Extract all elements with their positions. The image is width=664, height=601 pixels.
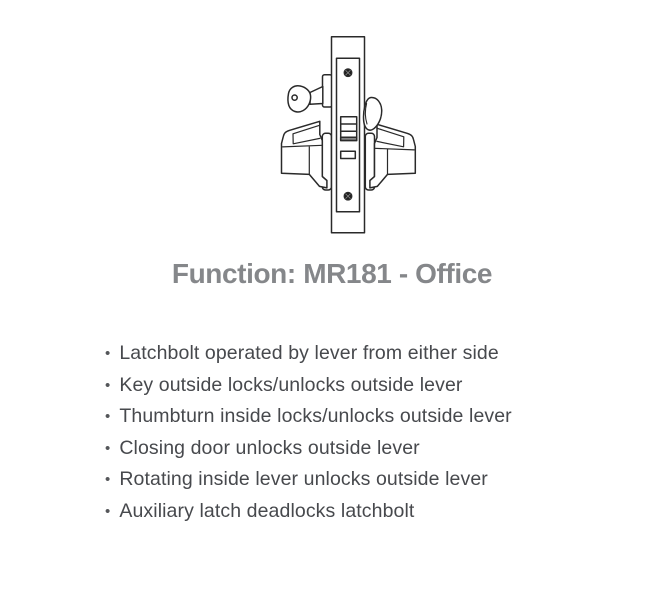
bullet-icon: •: [105, 439, 111, 457]
inside-lever-icon: [370, 124, 415, 188]
feature-item: [105, 433, 512, 465]
page-title: Function: MR181 - Office: [171, 258, 493, 289]
feature-text: Rotating inside lever unlocks outside lever: [119, 468, 488, 491]
feature-item: [105, 401, 512, 433]
auxiliary-latch-icon: [341, 151, 356, 158]
feature-item: [105, 338, 512, 370]
screw-icon: [344, 193, 351, 200]
key-icon: [288, 86, 323, 112]
feature-list: [105, 338, 512, 528]
bullet-icon: •: [105, 471, 111, 489]
feature-text: Closing door unlocks outside lever: [119, 436, 420, 459]
feature-text: Key outside locks/unlocks outside lever: [119, 373, 463, 396]
feature-text: Auxiliary latch deadlocks latchbolt: [119, 499, 415, 522]
latchbolt-icon: [341, 117, 357, 141]
bullet-icon: •: [105, 376, 111, 394]
bullet-icon: •: [105, 502, 111, 520]
bullet-icon: •: [105, 408, 111, 426]
feature-text: Thumbturn inside locks/unlocks outside lever: [119, 405, 512, 428]
key-cylinder-icon: [323, 75, 333, 107]
outside-lever-icon: [282, 121, 327, 188]
screw-icon: [344, 69, 351, 76]
bullet-icon: •: [105, 345, 111, 362]
feature-item: [105, 370, 512, 402]
feature-item: [105, 496, 512, 528]
feature-item: [105, 464, 512, 496]
feature-text: Latchbolt operated by lever from either side: [119, 342, 499, 364]
